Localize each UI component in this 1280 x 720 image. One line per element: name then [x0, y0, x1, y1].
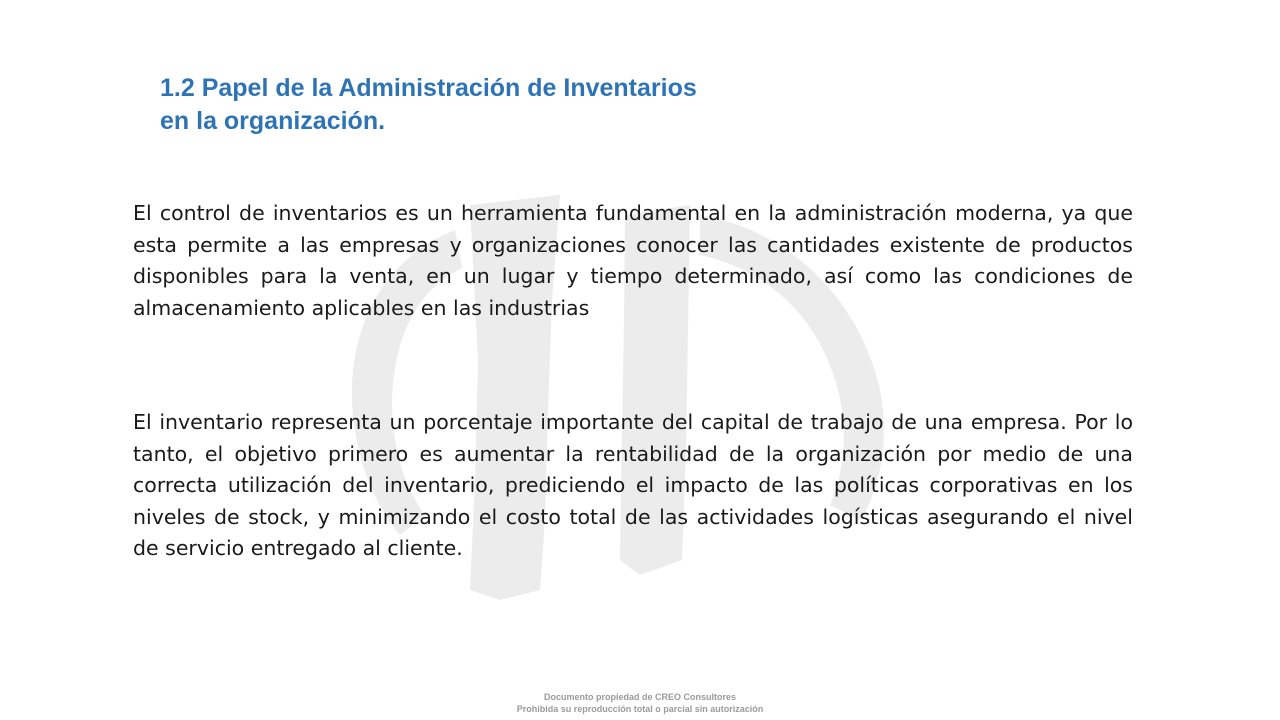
paragraph-inventory-capital: El inventario representa un porcentaje importante del capital de trabajo de una empresa. Por lo tanto, el objetivo primero es aumentar la rentabilidad de la organización por medio de una correcta utilización del inventario, prediciendo el impacto de las políticas corporativas en los niveles de stock, y minimizando el costo total de las actividades logísticas asegurando el nivel de servicio entregado al cliente.: [133, 410, 1133, 560]
title-line-1: 1.2 Papel de la Administración de Inventarios: [160, 74, 697, 102]
footer-ownership-notice: Documento propiedad de CREO Consultores: [543, 692, 736, 702]
paragraph-inventory-control: El control de inventarios es un herramienta fundamental en la administración moderna, ya que esta permite a las empresas y organizaciones conocer las cantidades existente de productos disponibles para la venta, en un lugar y tiempo determinado, así como las condiciones de almacenamiento aplicables en las industrias: [133, 201, 1133, 320]
slide-title: [160, 72, 860, 138]
title-line-2: en la organización.: [160, 107, 386, 135]
footer-reproduction-notice: Prohibida su reproducción total o parcial sin autorización: [516, 704, 764, 714]
